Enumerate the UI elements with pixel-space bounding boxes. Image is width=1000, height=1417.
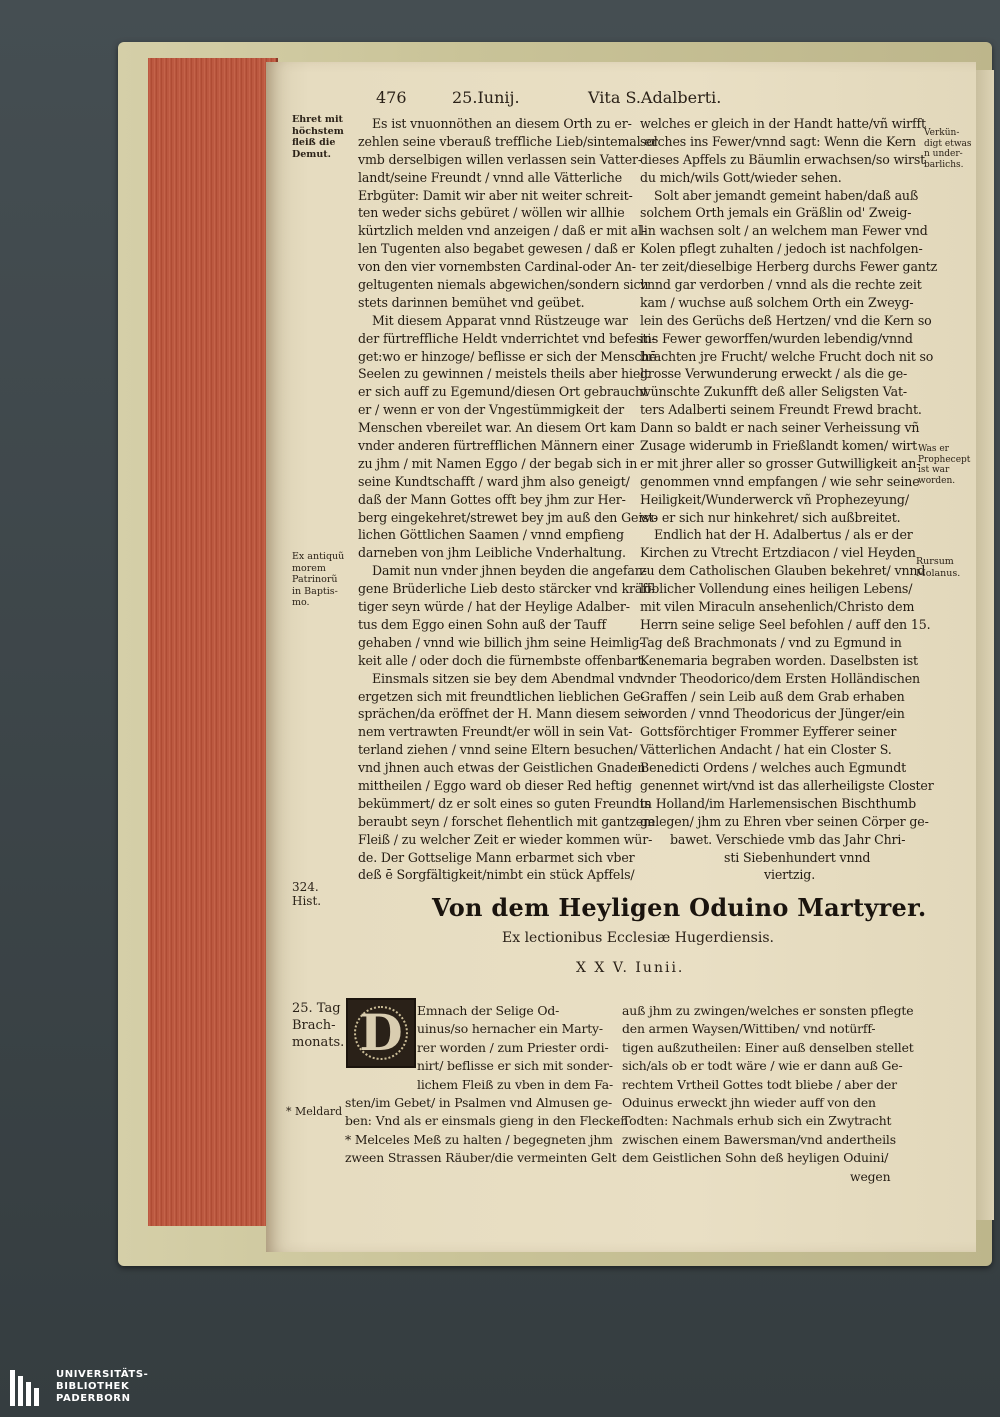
- text-line: Es ist vnuonnöthen an diesem Orth zu er-: [372, 116, 632, 131]
- text-line: viertzig.: [764, 867, 816, 883]
- text-line: stets darinnen bemühet vnd geübet.: [358, 294, 585, 310]
- text-line: Kolen pflegt zuhalten / jedoch ist nachfolgen-: [640, 241, 923, 257]
- text-line: len Tugenten also begabet gewesen / daß er: [358, 241, 635, 257]
- text-line: daß der Mann Gottes offt bey jhm zur Her-: [358, 491, 626, 507]
- text-line: nem vertrawten Freundt/er wöll in sein Vat-: [358, 724, 633, 740]
- text-line: vmb derselbigen willen verlassen sein Vatter-: [358, 151, 642, 167]
- text-line: vnder Theodorico/dem Ersten Holländischen: [640, 670, 921, 686]
- text-line: * Melceles Meß zu halten / begegneten jhm: [345, 1131, 613, 1147]
- running-title: Vita S.Adalberti.: [588, 88, 722, 107]
- text-line: Menschen vbereilet war. An diesem Ort kam: [358, 420, 637, 436]
- text-line: de. Der Gottselige Mann erbarmet sich vber: [358, 849, 635, 865]
- text-line: von den vier vornembsten Cardinal-oder An-: [358, 259, 636, 275]
- text-line: er mit jhrer aller so grosser Gutwilligkeit an-: [640, 455, 921, 471]
- text-line: uinus/so hernacher ein Marty-: [417, 1021, 603, 1037]
- text-line: Vätterlichen Andacht / hat ein Closter S.: [640, 742, 892, 758]
- text-line: dem Geistlichen Sohn deß heyligen Oduini/: [622, 1150, 889, 1166]
- text-line: mit vilen Miraculn ansehenlich/Christo dem: [640, 599, 915, 615]
- text-line: bawet. Verschiede vmb das Jahr Chri-: [670, 831, 906, 847]
- text-line: solches ins Fewer/vnnd sagt: Wenn die Kern: [640, 133, 916, 149]
- text-line: bekümmert/ dz er solt eines so guten Freundts: [358, 795, 651, 811]
- text-line: ins Fewer geworffen/wurden lebendig/vnnd: [640, 330, 913, 346]
- library-logo-text: UNIVERSITÄTS- BIBLIOTHEK PADERBORN: [56, 1369, 149, 1404]
- text-line: Todten: Nachmals erhub sich ein Zwytracht: [622, 1113, 892, 1129]
- text-line: sti Siebenhundert vnnd: [724, 849, 871, 865]
- page-number: 476: [376, 88, 407, 107]
- text-line: ter zeit/dieselbige Herberg durchs Fewer gantz: [640, 259, 938, 275]
- text-line: Seelen zu gewinnen / meistels theils aber hielt: [358, 366, 649, 382]
- text-line: ten weder sichs gebüret / wöllen wir allhie: [358, 205, 625, 221]
- text-line: tigen außzutheilen: Einer auß denselben stellet: [622, 1039, 914, 1055]
- text-line: zween Strassen Räuber/die vermeinten Gelt: [345, 1150, 617, 1166]
- text-line: wo er sich nur hinkehret/ sich außbreitet.: [640, 509, 901, 525]
- text-line: Kenemaria begraben worden. Daselbsten ist: [640, 652, 918, 668]
- text-line: Kirchen zu Vtrecht Ertzdiacon / viel Heyden: [640, 545, 916, 561]
- margin-note-day: 25. Tag Brach- monats.: [292, 1001, 345, 1050]
- text-line: ters Adalberti seinem Freundt Frewd bracht.: [640, 402, 922, 418]
- text-line: sten/im Gebet/ in Psalmen vnd Almusen ge-: [345, 1094, 613, 1110]
- text-line: vnd jhnen auch etwas der Geistlichen Gnaden: [358, 760, 646, 776]
- text-line: Benedicti Ordens / welches auch Egmundt: [640, 760, 907, 776]
- right-page-edge: [976, 70, 994, 1220]
- text-line: zehlen seine vberauß treffliche Lieb/sintemal er: [358, 133, 658, 149]
- text-line: Emnach der Selige Od-: [417, 1003, 560, 1018]
- text-line: er sich auff zu Egemund/diesen Ort gebraucht: [358, 384, 648, 400]
- text-column-3: [345, 1002, 629, 1168]
- margin-note-foretells: Verkün- digt etwas n under- barlichs.: [924, 128, 972, 170]
- text-line: solchem Orth jemals ein Gräßlin od' Zweig-: [640, 205, 912, 221]
- text-line: mittheilen / Eggo ward ob dieser Red heftig: [358, 777, 632, 793]
- text-line: wünschte Zukunfft deß aller Seligsten Vat-: [640, 384, 907, 400]
- text-line: beraubt seyn / forschet flehentlich mit gantzem: [358, 813, 655, 829]
- initial-letter: D: [359, 1003, 403, 1062]
- text-line: Herrn seine selige Seel befohlen / auff den 15.: [640, 616, 931, 632]
- text-line: genennet wirt/vnd ist das allerheiligste Closter: [640, 777, 934, 793]
- text-line: berg eingekehret/strewet bey jm auß den Geist-: [358, 509, 658, 525]
- text-line: der fürtreffliche Heldt vnderrichtet vnd befesti-: [358, 330, 656, 346]
- text-line: rechtem Vrtheil Gottes todt bliebe / aber der: [622, 1076, 897, 1092]
- text-line: ergetzen sich mit freundtlichen lieblichen Ge-: [358, 688, 645, 704]
- text-line: zwischen einem Bawersman/vnd andertheils: [622, 1131, 896, 1147]
- text-line: rer worden / zum Priester ordi-: [417, 1039, 609, 1055]
- text-line: tiger seyn würde / hat der Heylige Adalber-: [358, 599, 630, 615]
- text-line: Endlich hat der H. Adalbertus / als er der: [654, 527, 913, 543]
- text-line: er / wenn er von der Vngestümmigkeit der: [358, 402, 625, 418]
- text-line: Graffen / sein Leib auß dem Grab erhaben: [640, 688, 905, 704]
- text-line: welches er gleich in der Handt hatte/vñ wirfft: [640, 116, 926, 131]
- text-line: Fleiß / zu welcher Zeit er wieder kommen wür-: [358, 831, 653, 847]
- text-line: Zusage widerumb in Frießlandt komen/ wirt: [640, 438, 918, 454]
- margin-note-baptism: Ex antiquũ morem Patrinorũ in Baptis- mo.: [292, 551, 345, 608]
- text-line: in Holland/im Harlemensischen Bischthumb: [640, 795, 917, 811]
- text-line: terland ziehen / vnnd seine Eltern besuchen/: [358, 742, 638, 758]
- section-title: Von dem Heyligen Oduino Martyrer.: [432, 893, 927, 922]
- section-date: X X V. Iunii.: [576, 960, 685, 976]
- text-line: lichen Göttlichen Saamen / vnnd empfieng: [358, 527, 624, 543]
- text-line: Einsmals sitzen sie bey dem Abendmal vnd: [372, 670, 642, 686]
- margin-note-hist: 324. Hist.: [292, 880, 322, 908]
- text-line: kam / wuchse auß solchem Orth ein Zweyg-: [640, 294, 914, 310]
- text-line: lichem Fleiß zu vben in dem Fa-: [417, 1076, 614, 1092]
- text-line: du mich/wils Gott/wieder sehen.: [640, 169, 842, 185]
- text-line: deß ē Sorgfältigkeit/nimbt ein stück Apffels/: [358, 867, 635, 883]
- text-line: grosse Verwunderung erweckt / als die ge-: [640, 366, 908, 382]
- margin-note-humility: Ehret mit höchstem fleiß die Demut.: [292, 114, 344, 160]
- text-line: keit alle / oder doch die fürnembste offenbart.: [358, 652, 647, 668]
- text-line: landt/seine Freundt / vnnd alle Vätterliche: [358, 169, 623, 185]
- library-logo-icon: [8, 1368, 48, 1408]
- text-line: Solt aber jemandt gemeint haben/daß auß: [654, 187, 919, 203]
- text-line: geltugenten niemals abgewichen/sondern sich: [358, 277, 649, 293]
- text-column-2: [640, 115, 938, 884]
- margin-note-molanus: Rursum Molanus.: [916, 556, 961, 579]
- text-line: gehaben / vnnd wie billich jhm seine Heimlig-: [358, 634, 644, 650]
- text-line: zu jhm / mit Namen Eggo / der begab sich in: [358, 455, 638, 471]
- page-stack: [148, 58, 278, 1226]
- text-line: Erbgüter: Damit wir aber nit weiter schreit-: [358, 187, 633, 203]
- text-line: wegen: [850, 1168, 891, 1184]
- text-line: tus dem Eggo einen Sohn auß der Tauff: [358, 616, 606, 632]
- text-line: sprächen/da eröffnet der H. Mann diesem sei-: [358, 706, 646, 722]
- text-line: lin wachsen solt / an welchem man Fewer vnd: [640, 223, 928, 239]
- text-line: Tag deß Brachmonats / vnd zu Egmund in: [640, 634, 902, 650]
- text-line: Heiligkeit/Wunderwerck vñ Prophezeyung/: [640, 491, 909, 507]
- text-line: sich/als ob er todt wäre / wie er dann auß Ge-: [622, 1058, 903, 1074]
- text-line: zu dem Catholischen Glauben bekehret/ vnnd: [640, 563, 926, 579]
- text-line: worden / vnnd Theodoricus der Jünger/ein: [640, 706, 905, 722]
- text-line: get:wo er hinzoge/ beflisse er sich der Menschē: [358, 348, 657, 364]
- text-line: nirt/ beflisse er sich mit sonder-: [417, 1058, 613, 1074]
- margin-note-meldard: * Meldard: [286, 1105, 343, 1118]
- text-line: Damit nun vnder jhnen beyden die angefan-: [372, 563, 647, 579]
- text-line: vnnd gar verdorben / vnnd als die rechte zeit: [640, 277, 922, 293]
- text-line: kürtzlich melden vnd anzeigen / daß er mit al-: [358, 223, 647, 239]
- text-column-1: [358, 115, 658, 884]
- text-line: gene Brüderliche Lieb desto stärcker vnd kräff-: [358, 581, 655, 597]
- text-line: Dann so baldt er nach seiner Verheissung vñ: [640, 420, 920, 436]
- text-line: seine Kundtschafft / ward jhm also geneigt/: [358, 473, 630, 489]
- text-line: lein des Gerüchs deß Hertzen/ vnd die Kern so: [640, 312, 932, 328]
- text-line: genommen vnnd empfangen / wie sehr seine: [640, 473, 920, 489]
- text-line: Oduinus erweckt jhn wieder auff von den: [622, 1094, 876, 1110]
- section-source: Ex lectionibus Ecclesiæ Hugerdiensis.: [502, 930, 774, 946]
- text-line: Gottsförchtiger Frommer Eyfferer seiner: [640, 724, 897, 740]
- margin-note-prophecy: Was er Prophecept ist war worden.: [918, 444, 971, 486]
- text-line: brachten jre Frucht/ welche Frucht doch nit so: [640, 348, 934, 364]
- text-line: auß jhm zu zwingen/welches er sonsten pflegte: [622, 1003, 914, 1018]
- header-date: 25.Iunij.: [452, 88, 520, 107]
- text-line: ben: Vnd als er einsmals gieng in den Flecken: [345, 1113, 629, 1129]
- text-line: dieses Apffels zu Bäumlin erwachsen/so wirst: [640, 151, 926, 167]
- text-line: den armen Waysen/Wittiben/ vnd notürff-: [622, 1021, 876, 1037]
- text-line: darneben von jhm Leibliche Vnderhaltung.: [358, 545, 626, 561]
- text-line: löblicher Vollendung eines heiligen Lebens/: [640, 581, 913, 597]
- text-column-4: [622, 1002, 914, 1186]
- text-line: gelegen/ jhm zu Ehren vber seinen Cörper ge-: [640, 813, 929, 829]
- text-line: Mit diesem Apparat vnnd Rüstzeuge war: [372, 312, 628, 328]
- text-line: vnder anderen fürtrefflichen Männern einer: [358, 438, 634, 454]
